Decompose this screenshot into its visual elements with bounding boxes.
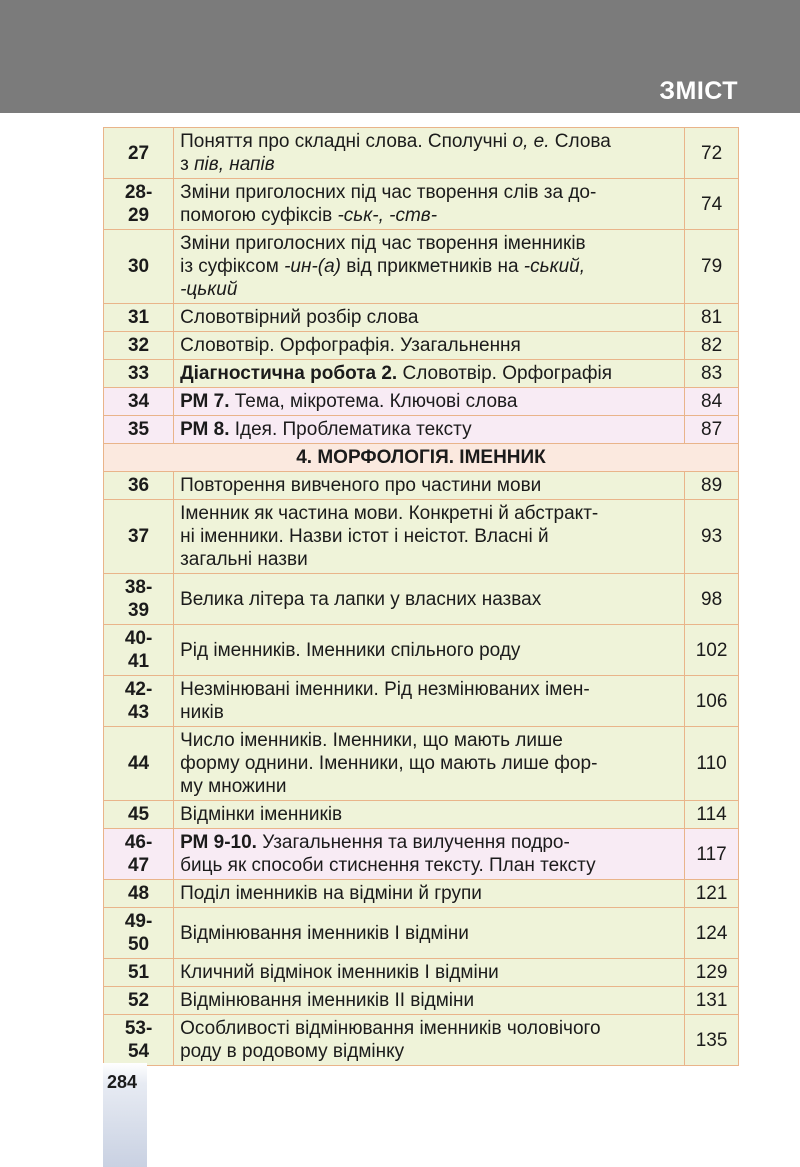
topic-text: Словотвір. Орфографія [397, 363, 612, 384]
lesson-topic [174, 416, 685, 444]
section-title: 4. МОРФОЛОГІЯ. ІМЕННИК [104, 444, 739, 472]
table-row [104, 801, 739, 829]
topic-text: Відмінювання іменників ІІ відміни [180, 990, 475, 1011]
lesson-number: 52 [104, 987, 174, 1015]
topic-text: Слова з [180, 131, 611, 175]
topic-lead-text: РМ 7. [180, 391, 230, 412]
lesson-topic [174, 987, 685, 1015]
section-row [104, 444, 739, 472]
topic-italic-text: -ський, -цький [180, 256, 585, 300]
page-ref: 89 [685, 472, 739, 500]
lesson-number: 32 [104, 332, 174, 360]
topic-text: Поняття про складні слова. Сполучні [180, 131, 513, 152]
table-row [104, 908, 739, 959]
lesson-number: 33 [104, 360, 174, 388]
lesson-number: 31 [104, 304, 174, 332]
lesson-topic [174, 179, 685, 230]
topic-text: Відмінювання іменників І відміни [180, 922, 469, 944]
lesson-number: 42- 43 [104, 676, 174, 727]
lesson-topic [174, 574, 685, 625]
page-ref: 129 [685, 959, 739, 987]
lesson-topic [174, 500, 685, 574]
lesson-number: 51 [104, 959, 174, 987]
lesson-topic [174, 360, 685, 388]
lesson-topic [174, 388, 685, 416]
topic-lead-text: Діагностична робота 2. [180, 363, 398, 384]
lesson-number: 48 [104, 880, 174, 908]
topic-italic-text: -ськ-, -ств- [337, 205, 438, 226]
table-row [104, 959, 739, 987]
topic-text: Ідея. Проблематика тексту [229, 419, 472, 440]
page-ref: 74 [685, 179, 739, 230]
page-ref: 117 [685, 829, 739, 880]
table-row [104, 625, 739, 676]
lesson-number: 38- 39 [104, 574, 174, 625]
table-row [104, 230, 739, 304]
lesson-number: 28- 29 [104, 179, 174, 230]
lesson-topic [174, 1015, 685, 1066]
table-row [104, 304, 739, 332]
table-row [104, 360, 739, 388]
page-ref: 110 [685, 727, 739, 801]
topic-text: Словотвірний розбір слова [180, 307, 419, 328]
page-ref: 72 [685, 128, 739, 179]
topic-text: Велика літера та лапки у власних назвах [180, 588, 542, 610]
lesson-number: 37 [104, 500, 174, 574]
table-row [104, 179, 739, 230]
topic-text: Зміни приголосних під час творення слів за до- помогою суфіксів [180, 182, 597, 226]
lesson-number: 36 [104, 472, 174, 500]
table-row [104, 500, 739, 574]
page-ref: 83 [685, 360, 739, 388]
topic-text: Словотвір. Орфографія. Узагальнення [180, 335, 521, 356]
page-header [0, 0, 800, 113]
lesson-topic [174, 304, 685, 332]
page-ref: 135 [685, 1015, 739, 1066]
lesson-topic [174, 880, 685, 908]
topic-text: Кличний відмінок іменників І відміни [180, 962, 499, 983]
table-row [104, 416, 739, 444]
table-row [104, 1015, 739, 1066]
topic-text: Зміни приголосних під час творення іменників із суфіксом [180, 233, 586, 277]
page-ref: 102 [685, 625, 739, 676]
lesson-topic [174, 332, 685, 360]
topic-text: Тема, мікротема. Ключові слова [229, 391, 518, 412]
topic-italic-text: пів, напів [194, 154, 275, 175]
lesson-number: 44 [104, 727, 174, 801]
lesson-topic [174, 801, 685, 829]
table-row [104, 727, 739, 801]
page-ref: 121 [685, 880, 739, 908]
topic-lead-text: РМ 8. [180, 419, 230, 440]
page-ref: 124 [685, 908, 739, 959]
topic-text: Незмінювані іменники. Рід незмінюваних імен- ників [180, 679, 590, 723]
lesson-number: 46- 47 [104, 829, 174, 880]
lesson-number: 30 [104, 230, 174, 304]
topic-text: Число іменників. Іменники, що мають лише форму однини. Іменники, що мають лише фор- му множини [180, 730, 598, 797]
page-ref: 131 [685, 987, 739, 1015]
lesson-topic [174, 908, 685, 959]
topic-text: Повторення вивченого про частини мови [180, 475, 542, 496]
topic-text: Поділ іменників на відміни й групи [180, 883, 482, 904]
contents-table-body [104, 128, 739, 1066]
table-row [104, 472, 739, 500]
page-ref: 82 [685, 332, 739, 360]
table-row [104, 128, 739, 179]
page-ref: 79 [685, 230, 739, 304]
lesson-topic [174, 230, 685, 304]
lesson-topic [174, 472, 685, 500]
contents-table [103, 127, 739, 1066]
table-row [104, 987, 739, 1015]
topic-italic-text: -ин-(а) [284, 256, 341, 277]
lesson-number: 53- 54 [104, 1015, 174, 1066]
lesson-number: 35 [104, 416, 174, 444]
lesson-number: 27 [104, 128, 174, 179]
table-row [104, 829, 739, 880]
page-ref: 93 [685, 500, 739, 574]
page-ref: 106 [685, 676, 739, 727]
topic-text: Особливості відмінювання іменників чоловічого роду в родовому відмінку [180, 1018, 601, 1062]
topic-text: Відмінки іменників [180, 804, 343, 825]
lesson-topic [174, 128, 685, 179]
lesson-topic [174, 625, 685, 676]
table-row [104, 388, 739, 416]
topic-text: від прикметників на [341, 256, 524, 277]
table-row [104, 332, 739, 360]
lesson-topic [174, 829, 685, 880]
lesson-number: 34 [104, 388, 174, 416]
page-number: 284 [107, 1072, 138, 1092]
lesson-number: 40- 41 [104, 625, 174, 676]
page-ref: 84 [685, 388, 739, 416]
page-ref: 81 [685, 304, 739, 332]
topic-italic-text: о, е. [512, 131, 550, 152]
lesson-topic [174, 676, 685, 727]
table-row [104, 676, 739, 727]
topic-text: Узагальнення та вилучення подро- биць як способи стиснення тексту. План тексту [180, 832, 596, 876]
topic-text: Іменник як частина мови. Конкретні й абстракт- ні іменники. Назви істот і неістот. Власні й загальні назви [180, 503, 599, 570]
lesson-topic [174, 959, 685, 987]
page-ref: 87 [685, 416, 739, 444]
lesson-number: 45 [104, 801, 174, 829]
table-row [104, 574, 739, 625]
lesson-number: 49- 50 [104, 908, 174, 959]
table-row [104, 880, 739, 908]
topic-text: Рід іменників. Іменники спільного роду [180, 639, 521, 661]
page-ref: 98 [685, 574, 739, 625]
page-title: ЗМІСТ [659, 77, 738, 105]
page-ref: 114 [685, 801, 739, 829]
topic-lead-text: РМ 9-10. [180, 832, 257, 853]
lesson-topic [174, 727, 685, 801]
